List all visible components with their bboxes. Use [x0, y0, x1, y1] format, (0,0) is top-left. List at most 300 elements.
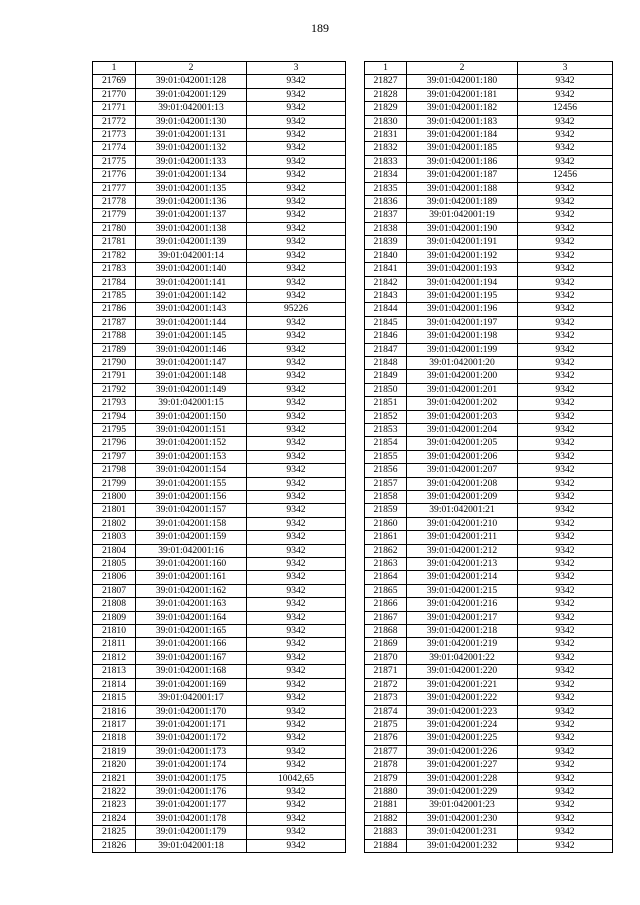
row-number-cell: 21823	[93, 799, 136, 812]
value-cell: 9342	[518, 504, 613, 517]
cadastral-number-cell: 39:01:042001:14	[136, 249, 247, 262]
table-row	[365, 102, 613, 115]
row-number-cell: 21869	[365, 638, 407, 651]
cadastral-number-cell: 39:01:042001:131	[136, 129, 247, 142]
row-number-cell: 21810	[93, 625, 136, 638]
row-number-cell: 21807	[93, 584, 136, 597]
cadastral-number-cell: 39:01:042001:169	[136, 678, 247, 691]
cadastral-number-cell: 39:01:042001:212	[407, 544, 518, 557]
cadastral-number-cell: 39:01:042001:218	[407, 625, 518, 638]
row-number-cell: 21785	[93, 289, 136, 302]
row-number-cell: 21842	[365, 276, 407, 289]
page-number: 189	[311, 21, 329, 35]
value-cell: 9342	[247, 169, 346, 182]
row-number-cell: 21829	[365, 102, 407, 115]
row-number-cell: 21825	[93, 826, 136, 839]
cadastral-number-cell: 39:01:042001:204	[407, 423, 518, 436]
cadastral-number-cell: 39:01:042001:159	[136, 531, 247, 544]
value-cell: 9342	[518, 491, 613, 504]
value-cell: 9342	[518, 745, 613, 758]
value-cell: 9342	[247, 196, 346, 209]
row-number-cell: 21816	[93, 705, 136, 718]
table-row	[365, 464, 613, 477]
value-cell: 9342	[247, 745, 346, 758]
table-row	[93, 356, 346, 369]
table-row	[365, 142, 613, 155]
cadastral-number-cell: 39:01:042001:19	[407, 209, 518, 222]
value-cell: 9342	[518, 826, 613, 839]
row-number-cell: 21779	[93, 209, 136, 222]
value-cell: 9342	[247, 276, 346, 289]
table-row	[93, 491, 346, 504]
row-number-cell: 21865	[365, 584, 407, 597]
cadastral-number-cell: 39:01:042001:203	[407, 410, 518, 423]
cadastral-number-cell: 39:01:042001:206	[407, 450, 518, 463]
row-number-cell: 21773	[93, 129, 136, 142]
value-cell: 9342	[518, 75, 613, 88]
cadastral-number-cell: 39:01:042001:222	[407, 692, 518, 705]
cadastral-number-cell: 39:01:042001:170	[136, 705, 247, 718]
table-row	[365, 316, 613, 329]
row-number-cell: 21840	[365, 249, 407, 262]
row-number-cell: 21808	[93, 598, 136, 611]
header-row	[93, 62, 346, 75]
cadastral-number-cell: 39:01:042001:167	[136, 651, 247, 664]
row-number-cell: 21875	[365, 718, 407, 731]
value-cell: 9342	[247, 464, 346, 477]
cadastral-number-cell: 39:01:042001:200	[407, 370, 518, 383]
row-number-cell: 21881	[365, 799, 407, 812]
cadastral-number-cell: 39:01:042001:197	[407, 316, 518, 329]
value-cell: 9342	[518, 115, 613, 128]
row-number-cell: 21805	[93, 558, 136, 571]
value-cell: 9342	[247, 598, 346, 611]
table-row	[365, 732, 613, 745]
cadastral-number-cell: 39:01:042001:158	[136, 517, 247, 530]
row-number-cell: 21874	[365, 705, 407, 718]
row-number-cell: 21864	[365, 571, 407, 584]
value-cell: 9342	[247, 222, 346, 235]
row-number-cell: 21867	[365, 611, 407, 624]
cadastral-number-cell: 39:01:042001:156	[136, 491, 247, 504]
value-cell: 9342	[247, 705, 346, 718]
cadastral-number-cell: 39:01:042001:185	[407, 142, 518, 155]
table-row	[93, 330, 346, 343]
row-number-cell: 21861	[365, 531, 407, 544]
table-row	[93, 651, 346, 664]
row-number-cell: 21866	[365, 598, 407, 611]
value-cell: 9342	[247, 799, 346, 812]
table-row	[93, 276, 346, 289]
table-row	[365, 75, 613, 88]
value-cell: 9342	[247, 504, 346, 517]
value-cell: 10042,65	[247, 772, 346, 785]
row-number-cell: 21790	[93, 356, 136, 369]
cadastral-number-cell: 39:01:042001:181	[407, 88, 518, 101]
value-cell: 9342	[247, 732, 346, 745]
table-row	[93, 826, 346, 839]
cadastral-number-cell: 39:01:042001:199	[407, 343, 518, 356]
row-number-cell: 21872	[365, 678, 407, 691]
row-number-cell: 21857	[365, 477, 407, 490]
row-number-cell: 21792	[93, 383, 136, 396]
row-number-cell: 21813	[93, 665, 136, 678]
table-row	[93, 718, 346, 731]
cadastral-number-cell: 39:01:042001:183	[407, 115, 518, 128]
table-row	[93, 785, 346, 798]
row-number-cell: 21850	[365, 383, 407, 396]
table-row	[365, 249, 613, 262]
value-cell: 9342	[518, 209, 613, 222]
row-number-cell: 21770	[93, 88, 136, 101]
value-cell: 9342	[247, 491, 346, 504]
value-cell: 9342	[518, 88, 613, 101]
table-row	[365, 343, 613, 356]
cadastral-number-cell: 39:01:042001:213	[407, 558, 518, 571]
row-number-cell: 21769	[93, 75, 136, 88]
table-row	[365, 450, 613, 463]
cadastral-number-cell: 39:01:042001:193	[407, 263, 518, 276]
value-cell: 9342	[518, 437, 613, 450]
cadastral-number-cell: 39:01:042001:162	[136, 584, 247, 597]
column-header: 3	[247, 62, 346, 75]
row-number-cell: 21786	[93, 303, 136, 316]
row-number-cell: 21838	[365, 222, 407, 235]
cadastral-number-cell: 39:01:042001:201	[407, 383, 518, 396]
table-row	[365, 571, 613, 584]
row-number-cell: 21815	[93, 692, 136, 705]
value-cell: 9342	[518, 370, 613, 383]
row-number-cell: 21853	[365, 423, 407, 436]
cadastral-number-cell: 39:01:042001:191	[407, 236, 518, 249]
row-number-cell: 21812	[93, 651, 136, 664]
table-row	[93, 517, 346, 530]
cadastral-number-cell: 39:01:042001:164	[136, 611, 247, 624]
table-row	[93, 638, 346, 651]
table-row	[365, 477, 613, 490]
cadastral-number-cell: 39:01:042001:211	[407, 531, 518, 544]
value-cell: 9342	[247, 142, 346, 155]
table-row	[93, 745, 346, 758]
table-row	[365, 826, 613, 839]
cadastral-number-cell: 39:01:042001:153	[136, 450, 247, 463]
table-row	[93, 678, 346, 691]
cadastral-number-cell: 39:01:042001:232	[407, 839, 518, 852]
cadastral-number-cell: 39:01:042001:194	[407, 276, 518, 289]
table-row	[93, 584, 346, 597]
table-row	[365, 155, 613, 168]
table-row	[365, 209, 613, 222]
row-number-cell: 21789	[93, 343, 136, 356]
table-row	[93, 558, 346, 571]
value-cell: 9342	[247, 423, 346, 436]
row-number-cell: 21818	[93, 732, 136, 745]
cadastral-number-cell: 39:01:042001:209	[407, 491, 518, 504]
row-number-cell: 21870	[365, 651, 407, 664]
cadastral-number-cell: 39:01:042001:229	[407, 785, 518, 798]
cadastral-number-cell: 39:01:042001:205	[407, 437, 518, 450]
cadastral-number-cell: 39:01:042001:129	[136, 88, 247, 101]
row-number-cell: 21854	[365, 437, 407, 450]
cadastral-number-cell: 39:01:042001:155	[136, 477, 247, 490]
table-row	[365, 169, 613, 182]
table-row	[93, 115, 346, 128]
cadastral-number-cell: 39:01:042001:130	[136, 115, 247, 128]
row-number-cell: 21843	[365, 289, 407, 302]
table-row	[93, 759, 346, 772]
value-cell: 9342	[247, 611, 346, 624]
row-number-cell: 21794	[93, 410, 136, 423]
cadastral-number-cell: 39:01:042001:140	[136, 263, 247, 276]
value-cell: 9342	[518, 316, 613, 329]
cadastral-number-cell: 39:01:042001:190	[407, 222, 518, 235]
table-row	[365, 115, 613, 128]
table-row	[365, 236, 613, 249]
table-row	[365, 705, 613, 718]
value-cell: 9342	[247, 584, 346, 597]
table-row	[93, 289, 346, 302]
table-row	[93, 88, 346, 101]
cadastral-number-cell: 39:01:042001:225	[407, 732, 518, 745]
row-number-cell: 21824	[93, 812, 136, 825]
value-cell: 9342	[518, 839, 613, 852]
row-number-cell: 21833	[365, 155, 407, 168]
value-cell: 9342	[518, 678, 613, 691]
cadastral-number-cell: 39:01:042001:157	[136, 504, 247, 517]
table-row	[93, 665, 346, 678]
value-cell: 9342	[247, 477, 346, 490]
value-cell: 9342	[247, 437, 346, 450]
cadastral-number-cell: 39:01:042001:182	[407, 102, 518, 115]
row-number-cell: 21845	[365, 316, 407, 329]
value-cell: 9342	[518, 343, 613, 356]
value-cell: 9342	[518, 155, 613, 168]
cadastral-number-cell: 39:01:042001:189	[407, 196, 518, 209]
table-row	[365, 504, 613, 517]
row-number-cell: 21882	[365, 812, 407, 825]
table-row	[93, 343, 346, 356]
cadastral-number-cell: 39:01:042001:196	[407, 303, 518, 316]
cadastral-number-cell: 39:01:042001:135	[136, 182, 247, 195]
table-row	[365, 531, 613, 544]
row-number-cell: 21772	[93, 115, 136, 128]
cadastral-number-cell: 39:01:042001:173	[136, 745, 247, 758]
value-cell: 9342	[518, 665, 613, 678]
table-row	[365, 678, 613, 691]
row-number-cell: 21814	[93, 678, 136, 691]
value-cell: 9342	[247, 812, 346, 825]
value-cell: 9342	[518, 477, 613, 490]
row-number-cell: 21830	[365, 115, 407, 128]
table-row	[365, 370, 613, 383]
table-row	[365, 437, 613, 450]
cadastral-number-cell: 39:01:042001:145	[136, 330, 247, 343]
table-row	[93, 303, 346, 316]
value-cell: 9342	[518, 598, 613, 611]
table-row	[93, 504, 346, 517]
row-number-cell: 21783	[93, 263, 136, 276]
value-cell: 9342	[247, 115, 346, 128]
cadastral-number-cell: 39:01:042001:148	[136, 370, 247, 383]
cadastral-number-cell: 39:01:042001:147	[136, 356, 247, 369]
row-number-cell: 21821	[93, 772, 136, 785]
table-row	[365, 598, 613, 611]
row-number-cell: 21820	[93, 759, 136, 772]
table-row	[365, 584, 613, 597]
row-number-cell: 21848	[365, 356, 407, 369]
cadastral-number-cell: 39:01:042001:231	[407, 826, 518, 839]
row-number-cell: 21831	[365, 129, 407, 142]
cadastral-number-cell: 39:01:042001:215	[407, 584, 518, 597]
row-number-cell: 21811	[93, 638, 136, 651]
right-table	[364, 61, 613, 853]
right-table-body	[365, 75, 613, 853]
row-number-cell: 21795	[93, 423, 136, 436]
table-row	[365, 812, 613, 825]
value-cell: 9342	[518, 196, 613, 209]
cadastral-number-cell: 39:01:042001:168	[136, 665, 247, 678]
column-header: 1	[365, 62, 407, 75]
value-cell: 9342	[518, 383, 613, 396]
row-number-cell: 21873	[365, 692, 407, 705]
table-row	[365, 665, 613, 678]
table-row	[365, 129, 613, 142]
row-number-cell: 21828	[365, 88, 407, 101]
value-cell: 9342	[247, 625, 346, 638]
cadastral-number-cell: 39:01:042001:128	[136, 75, 247, 88]
table-row	[93, 182, 346, 195]
row-number-cell: 21781	[93, 236, 136, 249]
table-row	[93, 222, 346, 235]
cadastral-number-cell: 39:01:042001:151	[136, 423, 247, 436]
cadastral-number-cell: 39:01:042001:144	[136, 316, 247, 329]
row-number-cell: 21879	[365, 772, 407, 785]
table-row	[93, 531, 346, 544]
value-cell: 9342	[518, 651, 613, 664]
cadastral-number-cell: 39:01:042001:18	[136, 839, 247, 852]
value-cell: 9342	[518, 785, 613, 798]
table-row	[93, 155, 346, 168]
cadastral-number-cell: 39:01:042001:171	[136, 718, 247, 731]
value-cell: 9342	[518, 772, 613, 785]
table-row	[93, 249, 346, 262]
row-number-cell: 21776	[93, 169, 136, 182]
row-number-cell: 21868	[365, 625, 407, 638]
column-header: 3	[518, 62, 613, 75]
value-cell: 9342	[247, 330, 346, 343]
row-number-cell: 21774	[93, 142, 136, 155]
table-row	[365, 558, 613, 571]
table-row	[93, 75, 346, 88]
cadastral-number-cell: 39:01:042001:228	[407, 772, 518, 785]
row-number-cell: 21841	[365, 263, 407, 276]
value-cell: 9342	[518, 812, 613, 825]
cadastral-number-cell: 39:01:042001:137	[136, 209, 247, 222]
row-number-cell: 21784	[93, 276, 136, 289]
row-number-cell: 21847	[365, 343, 407, 356]
value-cell: 9342	[518, 410, 613, 423]
cadastral-number-cell: 39:01:042001:219	[407, 638, 518, 651]
table-row	[365, 517, 613, 530]
value-cell: 95226	[247, 303, 346, 316]
row-number-cell: 21802	[93, 517, 136, 530]
column-header: 1	[93, 62, 136, 75]
row-number-cell: 21834	[365, 169, 407, 182]
table-row	[365, 491, 613, 504]
cadastral-number-cell: 39:01:042001:221	[407, 678, 518, 691]
row-number-cell: 21849	[365, 370, 407, 383]
table-row	[365, 383, 613, 396]
table-row	[93, 477, 346, 490]
value-cell: 9342	[247, 88, 346, 101]
table-row	[365, 289, 613, 302]
row-number-cell: 21837	[365, 209, 407, 222]
table-row	[93, 196, 346, 209]
cadastral-number-cell: 39:01:042001:217	[407, 611, 518, 624]
row-number-cell: 21862	[365, 544, 407, 557]
row-number-cell: 21780	[93, 222, 136, 235]
table-row	[93, 410, 346, 423]
value-cell: 9342	[518, 289, 613, 302]
value-cell: 9342	[518, 397, 613, 410]
row-number-cell: 21817	[93, 718, 136, 731]
value-cell: 9342	[247, 343, 346, 356]
value-cell: 9342	[518, 558, 613, 571]
cadastral-number-cell: 39:01:042001:175	[136, 772, 247, 785]
cadastral-number-cell: 39:01:042001:192	[407, 249, 518, 262]
value-cell: 9342	[518, 544, 613, 557]
table-row	[365, 785, 613, 798]
table-row	[93, 839, 346, 852]
value-cell: 9342	[518, 531, 613, 544]
row-number-cell: 21803	[93, 531, 136, 544]
row-number-cell: 21787	[93, 316, 136, 329]
value-cell: 9342	[247, 209, 346, 222]
row-number-cell: 21846	[365, 330, 407, 343]
table-row	[93, 169, 346, 182]
row-number-cell: 21778	[93, 196, 136, 209]
cadastral-number-cell: 39:01:042001:150	[136, 410, 247, 423]
value-cell: 9342	[518, 464, 613, 477]
table-row	[93, 142, 346, 155]
cadastral-number-cell: 39:01:042001:136	[136, 196, 247, 209]
cadastral-number-cell: 39:01:042001:141	[136, 276, 247, 289]
table-row	[365, 544, 613, 557]
table-row	[93, 423, 346, 436]
value-cell: 9342	[518, 423, 613, 436]
value-cell: 12456	[518, 102, 613, 115]
cadastral-number-cell: 39:01:042001:223	[407, 705, 518, 718]
table-row	[93, 705, 346, 718]
cadastral-number-cell: 39:01:042001:15	[136, 397, 247, 410]
cadastral-number-cell: 39:01:042001:186	[407, 155, 518, 168]
table-row	[365, 759, 613, 772]
row-number-cell: 21878	[365, 759, 407, 772]
cadastral-number-cell: 39:01:042001:138	[136, 222, 247, 235]
table-row	[365, 692, 613, 705]
cadastral-number-cell: 39:01:042001:214	[407, 571, 518, 584]
row-number-cell: 21839	[365, 236, 407, 249]
row-number-cell: 21844	[365, 303, 407, 316]
cadastral-number-cell: 39:01:042001:143	[136, 303, 247, 316]
cadastral-number-cell: 39:01:042001:139	[136, 236, 247, 249]
table-row	[365, 182, 613, 195]
row-number-cell: 21791	[93, 370, 136, 383]
table-row	[93, 732, 346, 745]
row-number-cell: 21788	[93, 330, 136, 343]
row-number-cell: 21806	[93, 571, 136, 584]
value-cell: 9342	[247, 129, 346, 142]
